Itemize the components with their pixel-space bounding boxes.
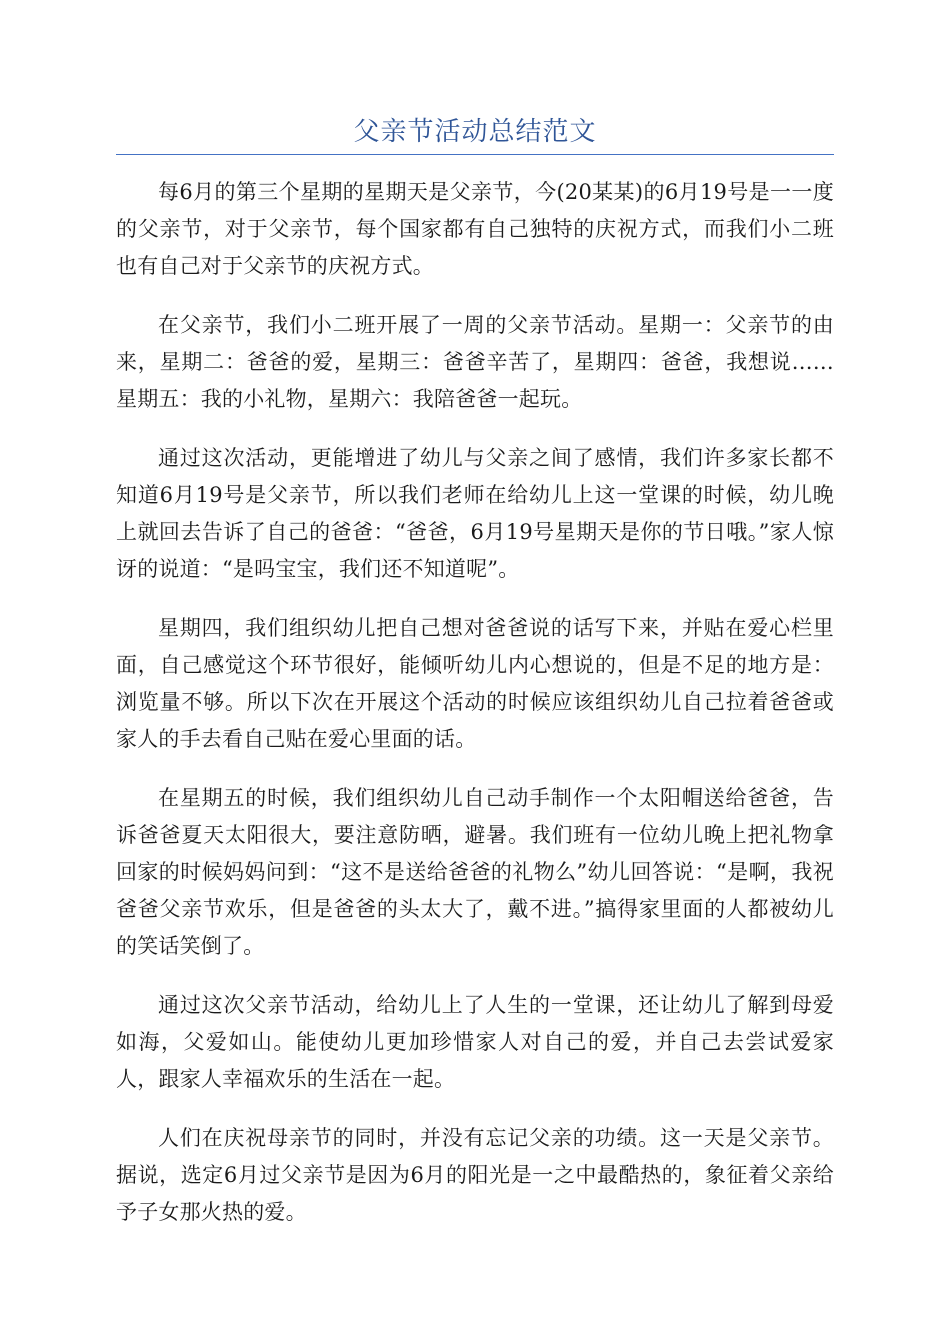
document-body xyxy=(116,174,834,1253)
paragraph-4: 星期四，我们组织幼儿把自己想对爸爸说的话写下来，并贴在爱心栏里面，自己感觉这个环节很好，能倾听幼儿内心想说的，但是不足的地方是：浏览量不够。所以下次在开展这个活动的时候应该组织幼儿自己拉着爸爸或家人的手去看自己贴在爱心里面的话。 xyxy=(116,616,834,751)
document-title: 父亲节活动总结范文 xyxy=(353,117,597,147)
paragraph-3: 通过这次活动，更能增进了幼儿与父亲之间了感情，我们许多家长都不知道6月19号是父亲节，所以我们老师在给幼儿上这一堂课的时候，幼儿晚上就回去告诉了自己的爸爸：“爸爸，6月19号星期天是你的节日哦。”家人惊讶的说道：“是吗宝宝，我们还不知道呢”。 xyxy=(116,446,834,581)
paragraph-6: 通过这次父亲节活动，给幼儿上了人生的一堂课，还让幼儿了解到母爱如海，父爱如山。能使幼儿更加珍惜家人对自己的爱，并自己去尝试爱家人，跟家人幸福欢乐的生活在一起。 xyxy=(116,993,834,1091)
paragraph-7: 人们在庆祝母亲节的同时，并没有忘记父亲的功绩。这一天是父亲节。据说，选定6月过父亲节是因为6月的阳光是一之中最酷热的，象征着父亲给予子女那火热的爱。 xyxy=(116,1126,834,1224)
paragraph-1: 每6月的第三个星期的星期天是父亲节，今(20某某)的6月19号是一一度的父亲节，对于父亲节，每个国家都有自己独特的庆祝方式，而我们小二班也有自己对于父亲节的庆祝方式。 xyxy=(116,180,834,278)
paragraph-2: 在父亲节，我们小二班开展了一周的父亲节活动。星期一：父亲节的由来，星期二：爸爸的爱，星期三：爸爸辛苦了，星期四：爸爸，我想说……星期五：我的小礼物，星期六：我陪爸爸一起玩。 xyxy=(116,313,834,411)
paragraph-5: 在星期五的时候，我们组织幼儿自己动手制作一个太阳帽送给爸爸，告诉爸爸夏天太阳很大，要注意防晒，避暑。我们班有一位幼儿晚上把礼物拿回家的时候妈妈问到：“这不是送给爸爸的礼物么”幼儿回答说：“是啊，我祝爸爸父亲节欢乐，但是爸爸的头太大了，戴不进。”搞得家里面的人都被幼儿的笑话笑倒了。 xyxy=(116,786,834,958)
title-underline xyxy=(116,154,834,155)
